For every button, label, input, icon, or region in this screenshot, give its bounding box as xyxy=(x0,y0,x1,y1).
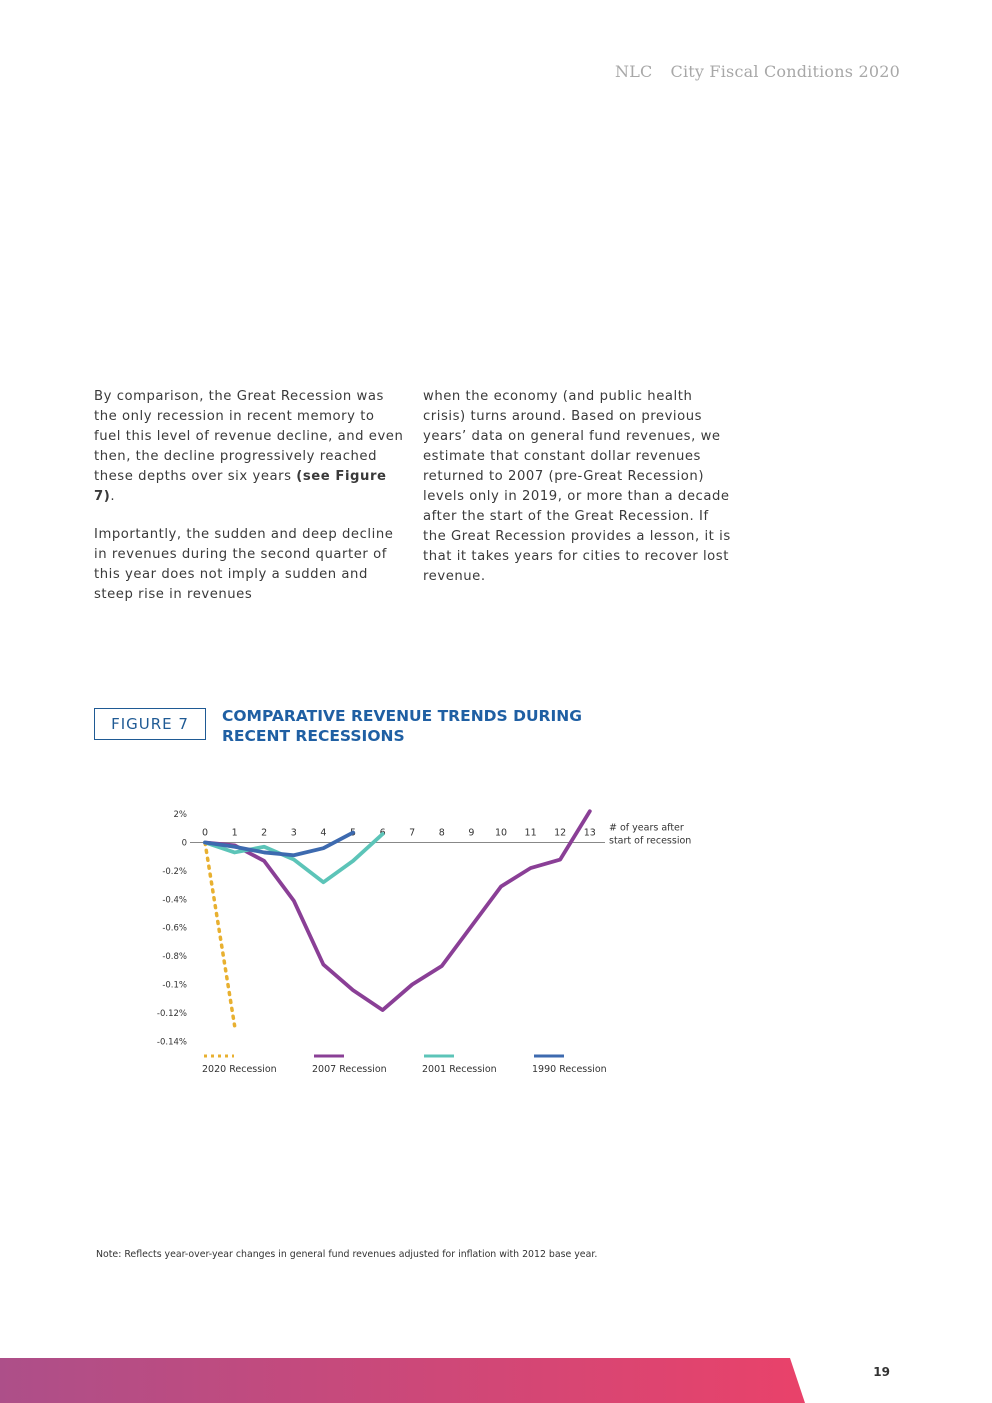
x-tick-label: 13 xyxy=(583,827,596,839)
body-column-left xyxy=(94,387,404,623)
header-org: NLC xyxy=(615,62,653,81)
figure-label: FIGURE 7 xyxy=(94,708,206,740)
y-tick-label: 0 xyxy=(181,838,187,849)
running-header xyxy=(615,62,900,81)
x-axis-label-line1: # of years after xyxy=(609,822,684,834)
y-axis-ticks xyxy=(157,810,187,1047)
y-tick-label: -0.8% xyxy=(162,952,187,963)
body-column-right xyxy=(423,387,733,605)
legend-label: 2007 Recession xyxy=(312,1064,387,1075)
y-tick-label: -0.6% xyxy=(162,923,187,934)
figure-title: COMPARATIVE REVENUE TRENDS DURING RECENT RECESSIONS xyxy=(222,707,582,745)
header-title: City Fiscal Conditions 2020 xyxy=(670,62,900,81)
x-tick-label: 2 xyxy=(261,827,268,839)
x-tick-label: 11 xyxy=(524,827,537,839)
paragraph: when the economy (and public health crisis) turns around. Based on previous years’ data on general fund revenues, we estimate that constant dollar revenues returned to 2007 (pre-Great Recession) levels only in 2019, or more than a decade after the start of the Great Recession. If the Great Recession provides a lesson, it is that it takes years for cities to recover lost revenue. xyxy=(423,389,731,584)
y-tick-label: -0.2% xyxy=(162,866,187,877)
series-lines xyxy=(205,811,590,1025)
figure-note: Note: Reflects year-over-year changes in general fund revenues adjusted for inflation with 2012 base year. xyxy=(96,1249,598,1260)
x-tick-label: 0 xyxy=(201,827,209,839)
legend-label: 1990 Recession xyxy=(532,1064,607,1075)
legend-label: 2001 Recession xyxy=(422,1064,497,1075)
y-tick-label: -0.12% xyxy=(156,1008,187,1019)
x-tick-label: 9 xyxy=(468,827,475,839)
legend-label: 2020 Recession xyxy=(202,1064,277,1075)
paragraph-text: By comparison, the Great Recession was the only recession in recent memory to fuel this level of revenue decline, and even then, the decline progressively reached these depths over six years xyxy=(94,389,404,484)
x-tick-label: 6 xyxy=(379,827,386,839)
y-tick-label: -0.14% xyxy=(156,1037,187,1048)
series-line xyxy=(205,811,590,1010)
x-tick-label: 3 xyxy=(290,827,297,839)
x-tick-label: 4 xyxy=(320,827,327,839)
x-tick-label: 1 xyxy=(231,827,238,839)
x-tick-label: 7 xyxy=(409,827,416,839)
series-line xyxy=(205,843,235,1026)
paragraph xyxy=(94,387,404,507)
paragraph: Importantly, the sudden and deep decline in revenues during the second quarter of this year does not imply a sudden and steep rise in revenues xyxy=(94,527,394,602)
x-tick-label: 12 xyxy=(554,827,567,839)
y-tick-label: 2% xyxy=(173,810,187,821)
chart-legend xyxy=(202,1056,607,1075)
paragraph-tail: . xyxy=(110,489,116,504)
y-tick-label: -0.1% xyxy=(162,980,187,991)
page-number: 19 xyxy=(873,1365,890,1379)
series-line xyxy=(205,834,383,882)
x-axis-label-line2: start of recession xyxy=(609,835,692,847)
x-tick-label: 8 xyxy=(438,827,445,839)
figure-reference: (see Figure 7) xyxy=(94,469,387,504)
x-tick-label: 10 xyxy=(494,827,508,839)
revenue-trends-chart xyxy=(150,795,750,1085)
footer-gradient-band xyxy=(0,1358,805,1403)
y-tick-label: -0.4% xyxy=(162,895,187,906)
x-tick-label: 5 xyxy=(349,827,357,839)
x-axis-ticks xyxy=(202,828,596,839)
